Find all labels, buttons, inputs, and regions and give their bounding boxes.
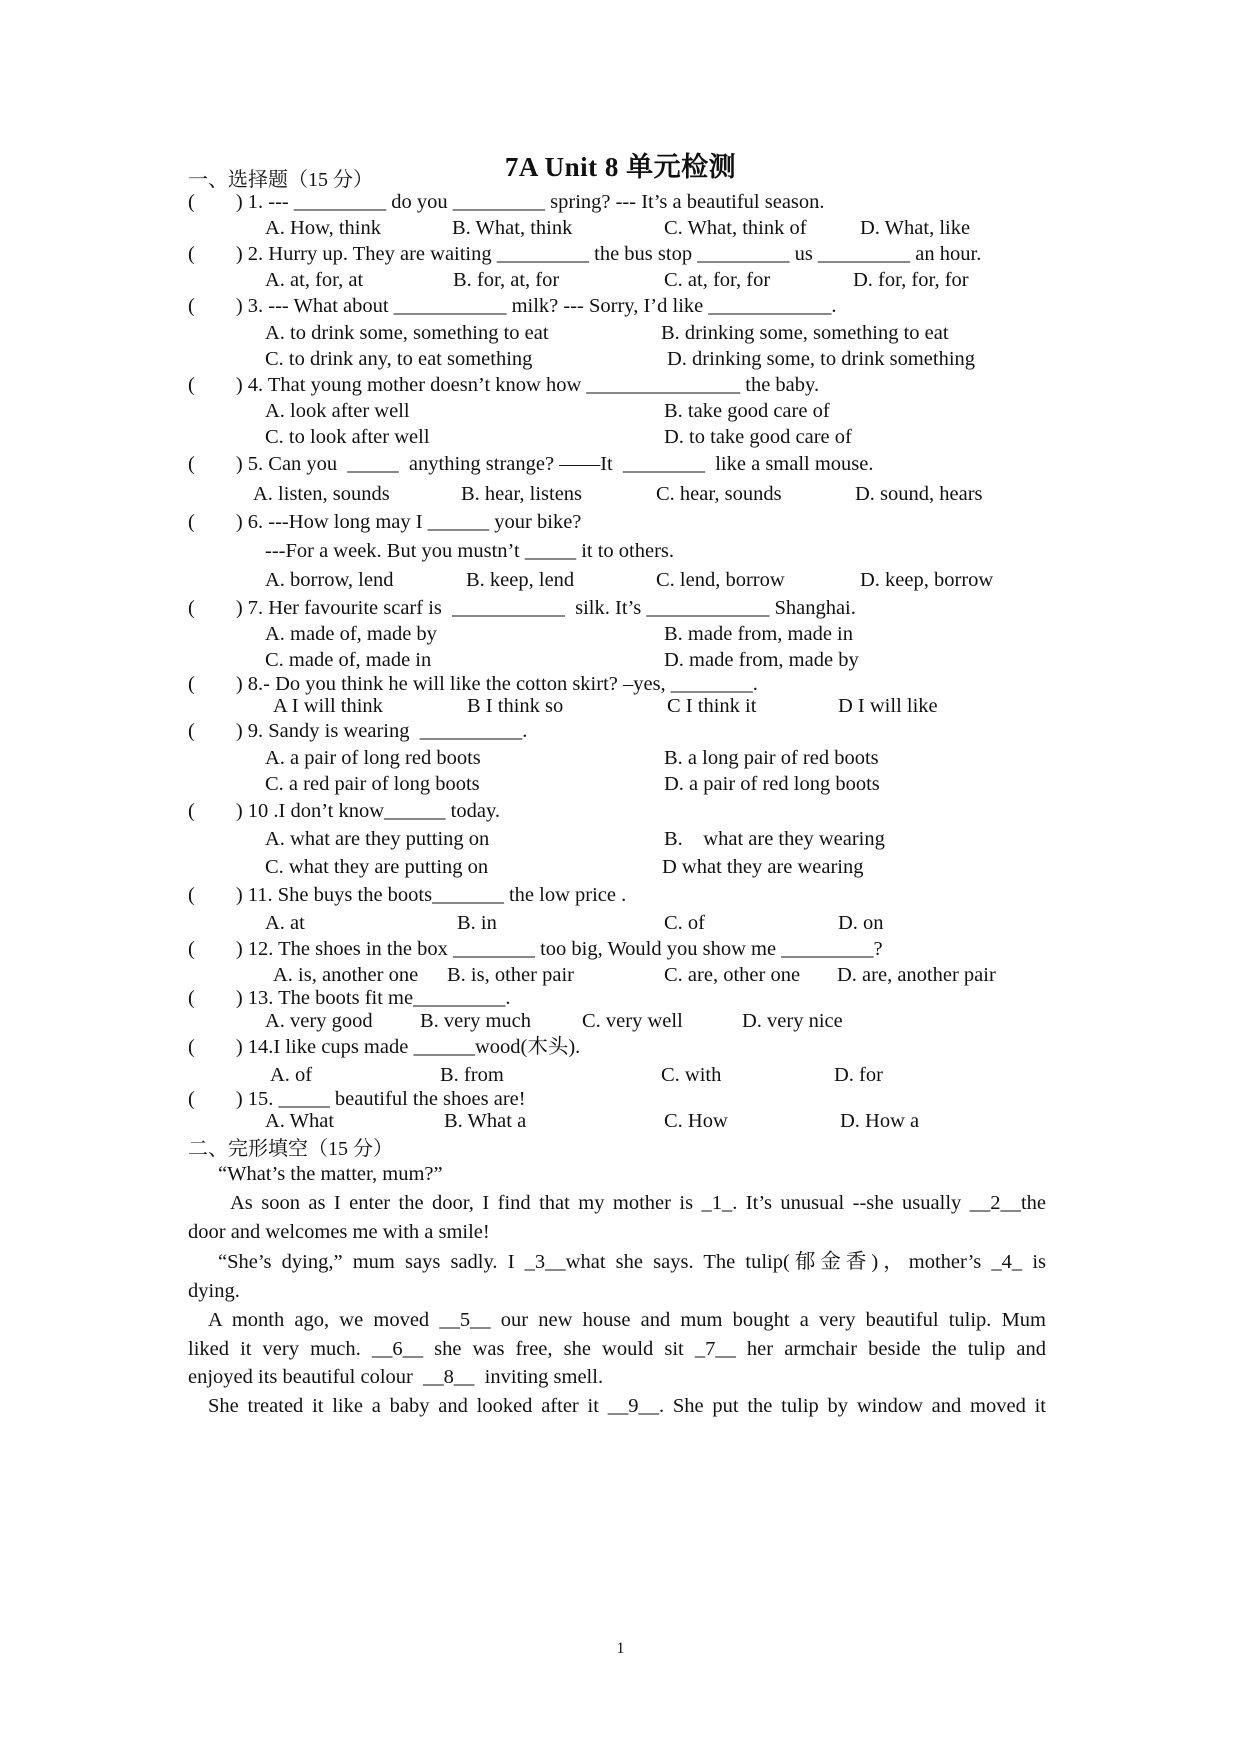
option: D. keep, borrow: [860, 569, 994, 591]
question-5: ( ) 5. Can you _____ anything strange? ——It ________ like a small mouse.: [188, 453, 874, 475]
option: A. How, think: [265, 217, 381, 239]
option: C. made of, made in: [265, 649, 432, 671]
question-9: ( ) 9. Sandy is wearing __________.: [188, 720, 528, 742]
question-12: ( ) 12. The shoes in the box ________ too big, Would you show me _________?: [188, 938, 883, 960]
option: C. very well: [582, 1010, 683, 1032]
option: C. How: [664, 1110, 728, 1132]
option: D. for, for, for: [853, 269, 969, 291]
section-heading-cloze: 二、完形填空（15 分）: [188, 1138, 393, 1160]
option: B. a long pair of red boots: [664, 747, 879, 769]
option: B. what are they wearing: [664, 828, 885, 850]
option: C. are, other one: [664, 964, 801, 986]
question-8: ( ) 8.- Do you think he will like the cotton skirt? –yes, ________.: [188, 673, 758, 695]
cloze-line: As soon as I enter the door, I find that my mother is _1_. It’s unusual --she usually __2__the: [230, 1192, 1046, 1214]
option: C. hear, sounds: [656, 483, 782, 505]
option: C. at, for, for: [664, 269, 771, 291]
question-6: ( ) 6. ---How long may I ______ your bike?: [188, 511, 582, 533]
cloze-line: “She’s dying,” mum says sadly. I _3__what she says. The tulip(郁金香)，mother’s _4_ is: [218, 1251, 1046, 1273]
option: A. to drink some, something to eat: [265, 322, 549, 344]
question-6-reply: ---For a week. But you mustn’t _____ it to others.: [265, 540, 675, 562]
option: D. for: [834, 1064, 883, 1086]
option: D what they are wearing: [662, 856, 864, 878]
question-13: ( ) 13. The boots fit me_________.: [188, 987, 511, 1009]
question-15: ( ) 15. _____ beautiful the shoes are!: [188, 1088, 526, 1110]
option: D. made from, made by: [664, 649, 859, 671]
cloze-line: She treated it like a baby and looked after it __9__. She put the tulip by window and moved it: [208, 1395, 1046, 1417]
option: B. very much: [420, 1010, 532, 1032]
option: A. a pair of long red boots: [265, 747, 481, 769]
option: D. to take good care of: [664, 426, 852, 448]
page-number: 1: [616, 1640, 625, 1657]
option: D. What, like: [860, 217, 971, 239]
option: B. from: [440, 1064, 504, 1086]
option: B I think so: [467, 695, 564, 717]
cloze-line: dying.: [188, 1280, 240, 1302]
cloze-line: A month ago, we moved __5__ our new house and mum bought a very beautiful tulip. Mum: [208, 1309, 1046, 1331]
question-3: ( ) 3. --- What about ___________ milk? --- Sorry, I’d like ____________.: [188, 295, 837, 317]
option: A. at, for, at: [265, 269, 364, 291]
option: C. of: [664, 912, 705, 934]
question-11: ( ) 11. She buys the boots_______ the low price .: [188, 884, 627, 906]
option: D. very nice: [742, 1010, 843, 1032]
option: B. hear, listens: [461, 483, 583, 505]
option: A. is, another one: [273, 964, 419, 986]
option: D. on: [838, 912, 884, 934]
option: A. what are they putting on: [265, 828, 490, 850]
option: A. very good: [265, 1010, 373, 1032]
option: C I think it: [667, 695, 757, 717]
cloze-line: enjoyed its beautiful colour __8__ inviting smell.: [188, 1366, 604, 1388]
option: A. What: [265, 1110, 335, 1132]
cloze-line: “What’s the matter, mum?”: [218, 1163, 443, 1185]
option: B. is, other pair: [447, 964, 574, 986]
option: C. a red pair of long boots: [265, 773, 480, 795]
option: B. take good care of: [664, 400, 830, 422]
option: B. What, think: [452, 217, 573, 239]
option: A. look after well: [265, 400, 410, 422]
question-7: ( ) 7. Her favourite scarf is ___________ silk. It’s ____________ Shanghai.: [188, 597, 856, 619]
option: D. How a: [840, 1110, 920, 1132]
question-4: ( ) 4. That young mother doesn’t know how _______________ the baby.: [188, 374, 820, 396]
option: C. lend, borrow: [656, 569, 785, 591]
option: B. made from, made in: [664, 623, 854, 645]
option: C. with: [661, 1064, 722, 1086]
option: B. drinking some, something to eat: [661, 322, 949, 344]
question-14: ( ) 14.I like cups made ______wood(木头).: [188, 1036, 581, 1058]
option: D I will like: [838, 695, 938, 717]
option: A. made of, made by: [265, 623, 437, 645]
option: A. of: [270, 1064, 313, 1086]
option: C. to look after well: [265, 426, 430, 448]
page-title: 7A Unit 8 单元检测: [504, 152, 737, 182]
option: C. What, think of: [664, 217, 807, 239]
option: C. what they are putting on: [265, 856, 489, 878]
cloze-line: liked it very much. __6__ she was free, she would sit _7__ her armchair beside the tulip and: [188, 1338, 1046, 1360]
cloze-line: door and welcomes me with a smile!: [188, 1221, 490, 1243]
option: D. a pair of red long boots: [664, 773, 880, 795]
option: D. are, another pair: [837, 964, 996, 986]
option: A. at: [265, 912, 305, 934]
option: B. What a: [444, 1110, 527, 1132]
option: D. drinking some, to drink something: [667, 348, 976, 370]
option: B. for, at, for: [453, 269, 560, 291]
option: A. borrow, lend: [265, 569, 394, 591]
option: B. in: [457, 912, 497, 934]
question-2: ( ) 2. Hurry up. They are waiting _________ the bus stop _________ us _________ an hour.: [188, 243, 982, 265]
option: C. to drink any, to eat something: [265, 348, 533, 370]
option: A. listen, sounds: [253, 483, 390, 505]
option: D. sound, hears: [855, 483, 983, 505]
question-10: ( ) 10 .I don’t know______ today.: [188, 800, 501, 822]
option: B. keep, lend: [466, 569, 575, 591]
option: A I will think: [273, 695, 383, 717]
question-1: ( ) 1. --- _________ do you _________ spring? --- It’s a beautiful season.: [188, 191, 825, 213]
section-heading-choice: 一、选择题（15 分）: [188, 169, 373, 191]
